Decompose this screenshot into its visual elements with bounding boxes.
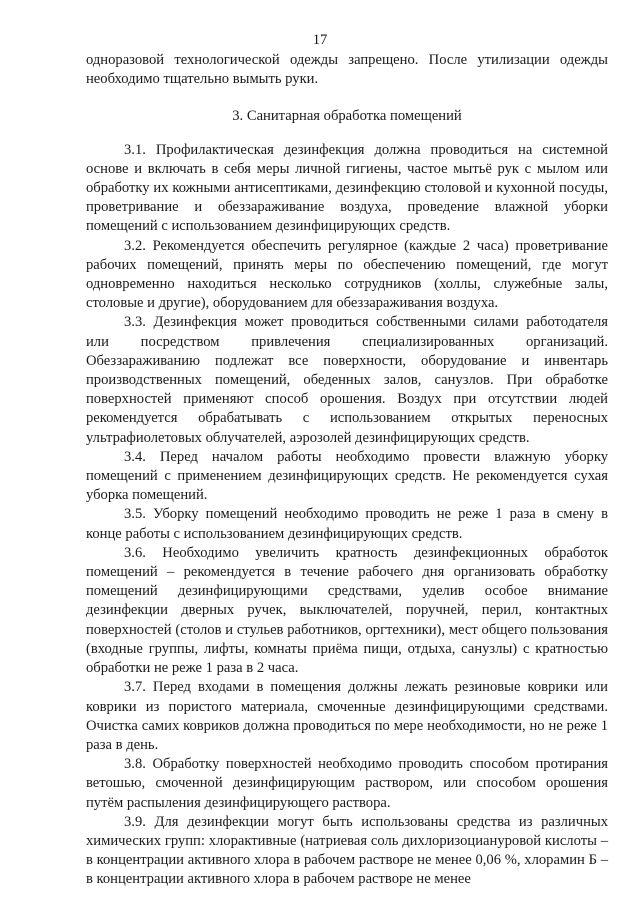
paragraph-3-5: 3.5. Уборку помещений необходимо проводить не реже 1 раза в смену в конце работы с использованием дезинфицирующих средств. [86,506,608,542]
paragraph-3-2: 3.2. Рекомендуется обеспечить регулярное (каждые 2 часа) проветривание рабочих помещений, принять меры по обеспечению помещений, где могут одновременно находиться несколько сотрудников (холлы, служебные залы, столовые и другие), оборудованием для обеззараживания воздуха. [86,237,608,312]
paragraph-3-1: 3.1. Профилактическая дезинфекция должна проводиться на системной основе и включать в себя меры личной гигиены, частое мытьё рук с мылом или обработку их кожными антисептиками, дезинфекцию столовой и кухонной посуды, проветривание и обеззараживание воздуха, проведение влажной уборки помещений с использованием дезинфицирующих средств. [86,141,608,235]
section-heading: 3. Санитарная обработка помещений [232,108,462,125]
document-body [86,51,608,890]
paragraph-3-7: 3.7. Перед входами в помещения должны лежать резиновые коврики или коврики из пористого материала, смоченные дезинфицирующими средствами. Очистка самих ковриков должна проводиться по мере необходимости, но не реже 1 раза в день. [86,679,608,753]
paragraph-3-8: 3.8. Обработку поверхностей необходимо проводить способом протирания ветошью, смоченной дезинфицирующим раствором, или способом орошения путём распыления дезинфицирующего раствора. [86,756,608,811]
paragraph-3-3: 3.3. Дезинфекция может проводиться собственными силами работодателя или посредством привлечения специализированных организаций. Обеззараживанию подлежат все поверхности, оборудование и инвентарь производственных помещений, обеденных залов, санузлов. При обработке поверхностей применяют способ орошения. Воздух при отсутствии людей рекомендуется обрабатывать с использованием открытых переносных ультрафиолетовых облучателей, аэрозолей дезинфицирующих средств. [86,314,608,446]
intro-paragraph: одноразовой технологической одежды запрещено. После утилизации одежды необходимо тщательно вымыть руки. [86,52,608,88]
paragraph-3-4: 3.4. Перед началом работы необходимо провести влажную уборку помещений с применением дезинфицирующих средств. Не рекомендуется сухая уборка помещений. [86,448,608,504]
page-number: 17 [312,32,328,48]
paragraph-3-6: 3.6. Необходимо увеличить кратность дезинфекционных обработок помещений – рекомендуется в течение рабочего дня организовать обработку помещений дезинфицирующими средствами, уделив особое внимание дезинфекции дверных ручек, выключателей, поручней, перил, контактных поверхностей (столов и стульев работников, оргтехники), мест общего пользования (входные группы, лифты, комнаты приёма пищи, отдыха, санузлы) с кратностью обработки не реже 1 раза в 2 часа. [86,544,608,677]
paragraph-3-9: 3.9. Для дезинфекции могут быть использованы средства из различных химических групп: хлорактивные (натриевая соль дихлоризоциануровой кислоты – в концентрации активного хлора в рабочем растворе не менее 0,06 %, хлорамин Б – в концентрации активного хлора в рабочем растворе не менее [86,813,608,888]
